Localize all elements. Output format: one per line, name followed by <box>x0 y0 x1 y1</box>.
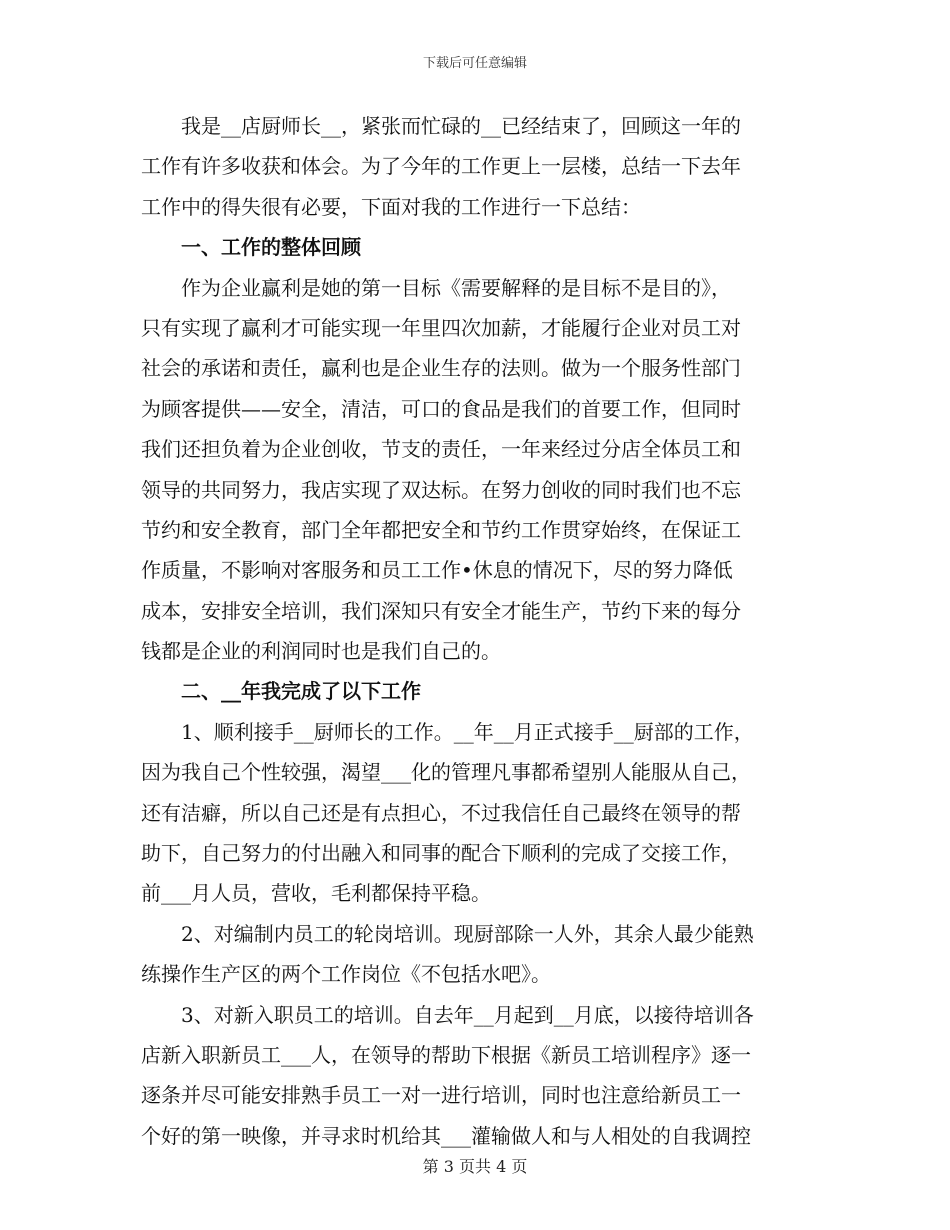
page-header: 下载后可任意编辑 <box>422 56 527 71</box>
section-heading: 二、__年我完成了以下工作 <box>141 679 421 704</box>
body-line: 成本，安排安全培训，我们深知只有安全才能生产，节约下来的每分 <box>141 598 741 623</box>
body-line: 还有洁癖，所以自己还是有点担心，不过我信任自己最终在领导的帮 <box>141 800 741 825</box>
section-heading: 一、工作的整体回顾 <box>141 235 361 260</box>
body-line: 领导的共同努力，我店实现了双达标。在努力创收的同时我们也不忘 <box>141 477 741 502</box>
body-line: 钱都是企业的利润同时也是我们自己的。 <box>141 639 501 664</box>
body-line: 逐条并尽可能安排熟手员工一对一进行培训，同时也注意给新员工一 <box>141 1083 741 1108</box>
body-line: 社会的承诺和责任，赢利也是企业生存的法则。做为一个服务性部门 <box>141 356 741 381</box>
body-line: 因为我自己个性较强，渴望___化的管理凡事都希望别人能服从自己， <box>141 760 751 785</box>
body-line: 店新入职新员工___人，在领导的帮助下根据《新员工培训程序》逐一 <box>141 1042 751 1067</box>
body-line: 3、对新入职员工的培训。自去年__月起到__月底，以接待培训各 <box>141 1002 754 1027</box>
body-line: 2、对编制内员工的轮岗培训。现厨部除一人外，其余人最少能熟 <box>141 921 754 946</box>
body-line: 助下，自己努力的付出融入和同事的配合下顺利的完成了交接工作， <box>141 841 741 866</box>
body-line: 我们还担负着为企业创收，节支的责任，一年来经过分店全体员工和 <box>141 437 741 462</box>
body-line: 练操作生产区的两个工作岗位《不包括水吧》。 <box>141 962 551 987</box>
body-line: 节约和安全教育，部门全年都把安全和节约工作贯穿始终，在保证工 <box>141 517 741 542</box>
body-line: 工作有许多收获和体会。为了今年的工作更上一层楼，总结一下去年 <box>141 154 741 179</box>
body-line: 工作中的得失很有必要，下面对我的工作进行一下总结： <box>141 194 641 219</box>
body-line: 前___月人员，营收，毛利都保持平稳。 <box>141 881 491 906</box>
body-line: 作为企业赢利是她的第一目标《需要解释的是目标不是目的》， <box>141 275 731 300</box>
document-body <box>141 106 811 1156</box>
body-line: 作质量，不影响对客服务和员工工作•休息的情况下，尽的努力降低 <box>141 558 733 583</box>
body-line: 我是__店厨师长__，紧张而忙碌的__已经结束了，回顾这一年的 <box>141 114 741 138</box>
body-line: 只有实现了赢利才可能实现一年里四次加薪，才能履行企业对员工对 <box>141 315 741 340</box>
page-footer: 第 3 页共 4 页 <box>422 1157 528 1176</box>
body-line: 1、顺利接手__厨师长的工作。__年__月正式接手__厨部的工作， <box>141 719 754 744</box>
body-line: 为顾客提供——安全，清洁，可口的食品是我们的首要工作，但同时 <box>141 396 741 421</box>
body-line: 个好的第一映像，并寻求时机给其___灌输做人和与人相处的自我调控 <box>141 1123 751 1148</box>
